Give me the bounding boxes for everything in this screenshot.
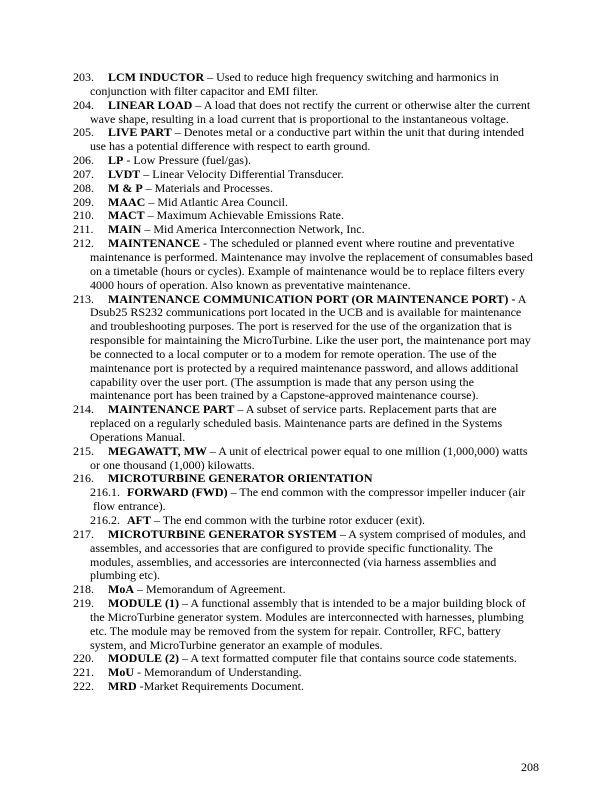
entry-definition: – Denotes metal or a conductive part within the unit that during intended: [171, 125, 524, 140]
entry-term: MICROTURBINE GENERATOR SYSTEM: [108, 526, 337, 541]
entry-first-line: [73, 293, 553, 307]
entry-term: MACT: [108, 208, 145, 223]
entry-definition: - Low Pressure (fuel/gas).: [123, 153, 251, 168]
entry-term: MoU: [108, 665, 134, 680]
entry-first-line: [73, 652, 553, 666]
glossary-entry: [73, 209, 553, 223]
entry-first-line: [73, 472, 553, 486]
glossary-entry: [73, 168, 553, 182]
entry-term: MRD: [108, 679, 137, 694]
glossary-entry: [73, 472, 553, 527]
entry-term: LIVE PART: [108, 125, 172, 140]
subentry-term: FORWARD (FWD): [127, 485, 228, 500]
glossary-list: [73, 71, 553, 694]
entry-first-line: [73, 666, 553, 680]
subentry-definition: – The end common with the turbine rotor exducer (exit).: [151, 513, 426, 527]
entry-definition: – Maximum Achievable Emissions Rate.: [144, 208, 344, 223]
entry-continuation-line: system, and MicroTurbine generator an example of modules.: [90, 637, 383, 652]
entry-number: 222.: [73, 679, 94, 694]
entry-definition: -Market Requirements Document.: [136, 679, 304, 694]
entry-first-line: [73, 528, 553, 542]
glossary-entry: [73, 154, 553, 168]
entry-first-line: [73, 223, 553, 237]
entry-definition: – Linear Velocity Differential Transducer.: [140, 166, 344, 181]
entry-first-line: [73, 99, 553, 113]
entry-number: 204.: [73, 97, 94, 112]
entry-continuation-line: replaced on a regularly scheduled basis. Maintenance parts are defined in the Systems: [90, 416, 503, 431]
entry-number: 206.: [73, 153, 94, 168]
entry-term: LVDT: [108, 166, 141, 181]
entry-continuation-line: on a timetable (hours or cycles). Example of maintenance would be to replace filters every: [90, 263, 525, 278]
entry-definition: - Memorandum of Understanding.: [134, 665, 302, 680]
entry-continuation-line: wave shape, resulting in a load current that is proportional to the instantaneous voltage.: [90, 111, 509, 126]
glossary-entry: [73, 223, 553, 237]
entry-continuation-line: etc. The module may be removed from the system for repair. Controller, RFC, battery: [90, 623, 501, 638]
entry-definition: – Used to reduce high frequency switching and harmonics in: [204, 70, 499, 84]
entry-term: M & P: [108, 180, 143, 195]
entry-definition: A: [515, 291, 527, 306]
glossary-entry: [73, 666, 553, 680]
glossary-entry: [73, 293, 553, 404]
entry-definition: – Materials and Processes.: [142, 180, 273, 195]
entry-definition: – Memorandum of Agreement.: [134, 582, 286, 597]
entry-first-line: [73, 71, 553, 85]
glossary-entry: [73, 528, 553, 583]
entry-continuation-line: plumbing etc).: [90, 568, 160, 583]
entry-number: 219.: [73, 596, 94, 611]
entry-continuation-line: the MicroTurbine generator system. Modules are interconnected with harnesses, plumbing: [90, 609, 524, 624]
entry-continuation-line: maintenance port has been trained by a Capstone-approved maintenance course).: [90, 388, 479, 403]
entry-number: 212.: [73, 236, 94, 251]
entry-continuation-line: conjunction with filter capacitor and EMI filter.: [90, 83, 319, 98]
entry-definition: – Mid Atlantic Area Council.: [145, 194, 288, 209]
glossary-entry: [73, 597, 553, 652]
entry-definition: - The scheduled or planned event where routine and preventative: [200, 236, 515, 251]
entry-number: 208.: [73, 180, 94, 195]
entry-first-line: [73, 182, 553, 196]
entry-continuation-line: maintenance port is protected by a required maintenance password, and allows additional: [90, 360, 519, 375]
entry-term: MEGAWATT, MW: [108, 443, 207, 458]
entry-continuation-line: use has a potential difference with respect to earth ground.: [90, 139, 371, 154]
glossary-entry: [73, 445, 553, 473]
entry-term: LINEAR LOAD: [108, 97, 193, 112]
entry-definition: – A load that does not rectify the current or otherwise alter the current: [192, 97, 531, 112]
entry-number: 211.: [73, 222, 94, 237]
entry-number: 207.: [73, 166, 94, 181]
entry-definition: – A unit of electrical power equal to one million (1,000,000) watts: [206, 443, 528, 458]
entry-definition: – A functional assembly that is intended to be a major building block of: [179, 596, 526, 611]
subentry-first-line: [73, 514, 553, 528]
entry-continuation-line: modules, assemblies, and accessories are interconnected (via harness assemblies and: [90, 554, 497, 569]
entry-definition: – Mid America Interconnection Network, Inc.: [141, 222, 365, 237]
glossary-entry: [73, 71, 553, 99]
entry-term: MAINTENANCE: [108, 236, 201, 251]
entry-term: LCM INDUCTOR: [108, 70, 205, 84]
entry-continuation-line: responsible for maintaining the MicroTurbine. Like the user port, the maintenance port may: [90, 333, 531, 348]
glossary-entry: [73, 652, 553, 666]
glossary-entry: [73, 583, 553, 597]
entry-term: MAINTENANCE PART: [108, 402, 235, 417]
entry-number: 217.: [73, 526, 94, 541]
entry-number: 220.: [73, 651, 94, 666]
entry-number: 216.: [73, 471, 94, 486]
entry-definition: – A subset of service parts. Replacement parts that are: [234, 402, 497, 417]
entry-number: 209.: [73, 194, 94, 209]
entry-continuation-line: assembles, and accessories that are configured to provide specific functionality. The: [90, 540, 493, 555]
entry-number: 203.: [73, 70, 94, 84]
glossary-subentry: [73, 514, 553, 528]
entry-term: MODULE (2): [108, 651, 179, 666]
entry-continuation-line: and troubleshooting purposes. The port is reserved for the use of the organization that is: [90, 319, 512, 334]
entry-term: MoA: [108, 582, 134, 597]
entry-term: LP: [108, 153, 124, 168]
entry-number: 214.: [73, 402, 94, 417]
entry-number: 218.: [73, 582, 94, 597]
entry-term: MAINTENANCE COMMUNICATION PORT (OR MAINTENANCE PORT) -: [108, 291, 516, 306]
entry-number: 210.: [73, 208, 94, 223]
entry-number: 221.: [73, 665, 94, 680]
entry-first-line: [73, 209, 553, 223]
entry-first-line: [73, 154, 553, 168]
entry-continuation-line: or one thousand (1,000) kilowatts.: [90, 457, 255, 472]
entry-first-line: [73, 168, 553, 182]
entry-first-line: [73, 126, 553, 140]
entry-first-line: [73, 583, 553, 597]
subentry-number: 216.2.: [90, 513, 120, 527]
glossary-entry: [73, 403, 553, 445]
glossary-entry: [73, 237, 553, 292]
entry-number: 205.: [73, 125, 94, 140]
glossary-subentry: [73, 486, 553, 514]
glossary-entry: [73, 126, 553, 154]
page-number: 208: [521, 760, 539, 774]
entry-number: 213.: [73, 291, 94, 306]
glossary-entry: [73, 196, 553, 210]
subentry-definition: – The end common with the compressor impeller inducer (air: [227, 485, 526, 500]
entry-term: MAAC: [108, 194, 146, 209]
subentry-term: AFT: [127, 513, 151, 527]
glossary-entry: [73, 182, 553, 196]
entry-first-line: [73, 597, 553, 611]
glossary-entry: [73, 680, 553, 694]
entry-continuation-line: capability over the user port. (The assumption is made that any person using the: [90, 374, 474, 389]
subentry-number: 216.1.: [90, 485, 120, 500]
entry-first-line: [73, 403, 553, 417]
entry-first-line: [73, 680, 553, 694]
entry-continuation-line: Operations Manual.: [90, 429, 186, 444]
entry-first-line: [73, 445, 553, 459]
entry-continuation-line: be connected to a local computer or to a modem for remote operation. The use of the: [90, 346, 497, 361]
entry-term: MODULE (1): [108, 596, 179, 611]
subentry-continuation-line: flow entrance).: [93, 499, 166, 514]
glossary-entry: [73, 99, 553, 127]
entry-continuation-line: maintenance is performed. Maintenance may involve the replacement of consumables based: [90, 249, 533, 264]
entry-first-line: [73, 237, 553, 251]
entry-definition: – A system comprised of modules, and: [336, 526, 526, 541]
entry-number: 215.: [73, 443, 94, 458]
entry-continuation-line: Dsub25 RS232 communications port located in the UCB and is available for maintenance: [90, 305, 522, 320]
entry-continuation-line: 4000 hours of operation. Also known as preventative maintenance.: [90, 277, 411, 292]
entry-term: MAIN: [108, 222, 142, 237]
entry-first-line: [73, 196, 553, 210]
entry-definition: – A text formatted computer file that contains source code statements.: [179, 651, 517, 666]
entry-term: MICROTURBINE GENERATOR ORIENTATION: [108, 471, 373, 486]
subentry-first-line: [73, 486, 553, 500]
